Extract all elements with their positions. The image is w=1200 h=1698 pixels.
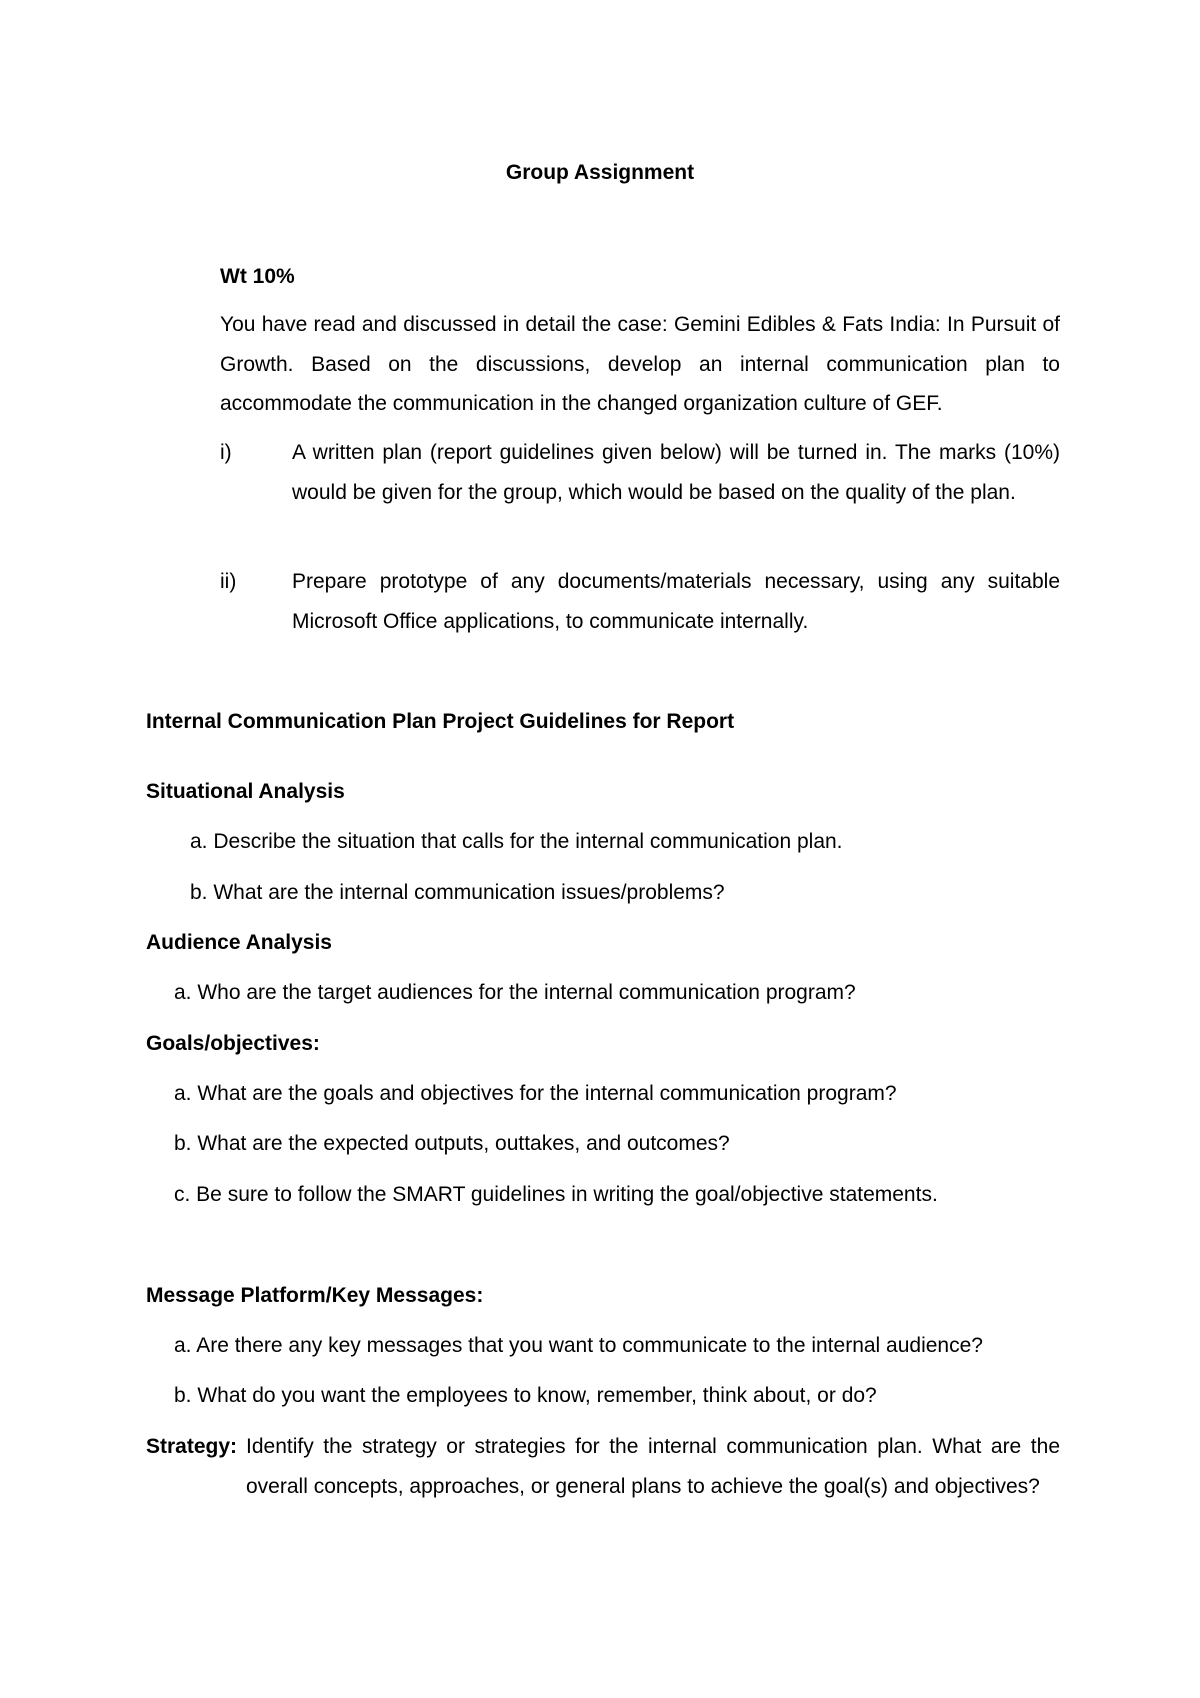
list-item-text: Prepare prototype of any documents/materials necessary, using any suitable Microsoft Office applications, to communicate internally. [292,570,1060,633]
goals-point: b. What are the expected outputs, outtakes, and outcomes? [174,1132,730,1155]
message-platform-heading: Message Platform/Key Messages: [146,1284,484,1307]
goals-point: a. What are the goals and objectives for the internal communication program? [174,1082,897,1105]
message-point: a. Are there any key messages that you want to communicate to the internal audience? [174,1334,983,1357]
list-item-text: A written plan (report guidelines given below) will be turned in. The marks (10%) would be given for the group, which would be based on the quality of the plan. [292,441,1060,504]
intro-paragraph: You have read and discussed in detail the case: Gemini Edibles & Fats India: In Pursuit of Growth. Based on the discussions, develop an internal communication plan to accommodate the communication in the changed organization culture of GEF. [220,313,1060,415]
message-point: b. What do you want the employees to know, remember, think about, or do? [174,1384,877,1407]
situational-point: a. Describe the situation that calls for the internal communication plan. [190,830,843,853]
document-title: Group Assignment [505,161,695,184]
situational-analysis-heading: Situational Analysis [146,780,345,803]
audience-analysis-heading: Audience Analysis [146,931,332,954]
situational-point: b. What are the internal communication issues/problems? [190,881,725,904]
list-item-marker: ii) [220,570,237,593]
weight-label: Wt 10% [220,265,295,288]
audience-point: a. Who are the target audiences for the internal communication program? [174,981,856,1004]
list-item-marker: i) [220,441,232,464]
strategy-text: Identify the strategy or strategies for the internal communication plan. What are the overall concepts, approaches, or general plans to achieve the goal(s) and objectives? [246,1435,1060,1498]
strategy-label: Strategy: [146,1435,238,1458]
goals-heading: Goals/objectives: [146,1032,320,1055]
goals-point: c. Be sure to follow the SMART guidelines in writing the goal/objective statements. [174,1183,938,1206]
guidelines-heading: Internal Communication Plan Project Guidelines for Report [146,710,735,733]
